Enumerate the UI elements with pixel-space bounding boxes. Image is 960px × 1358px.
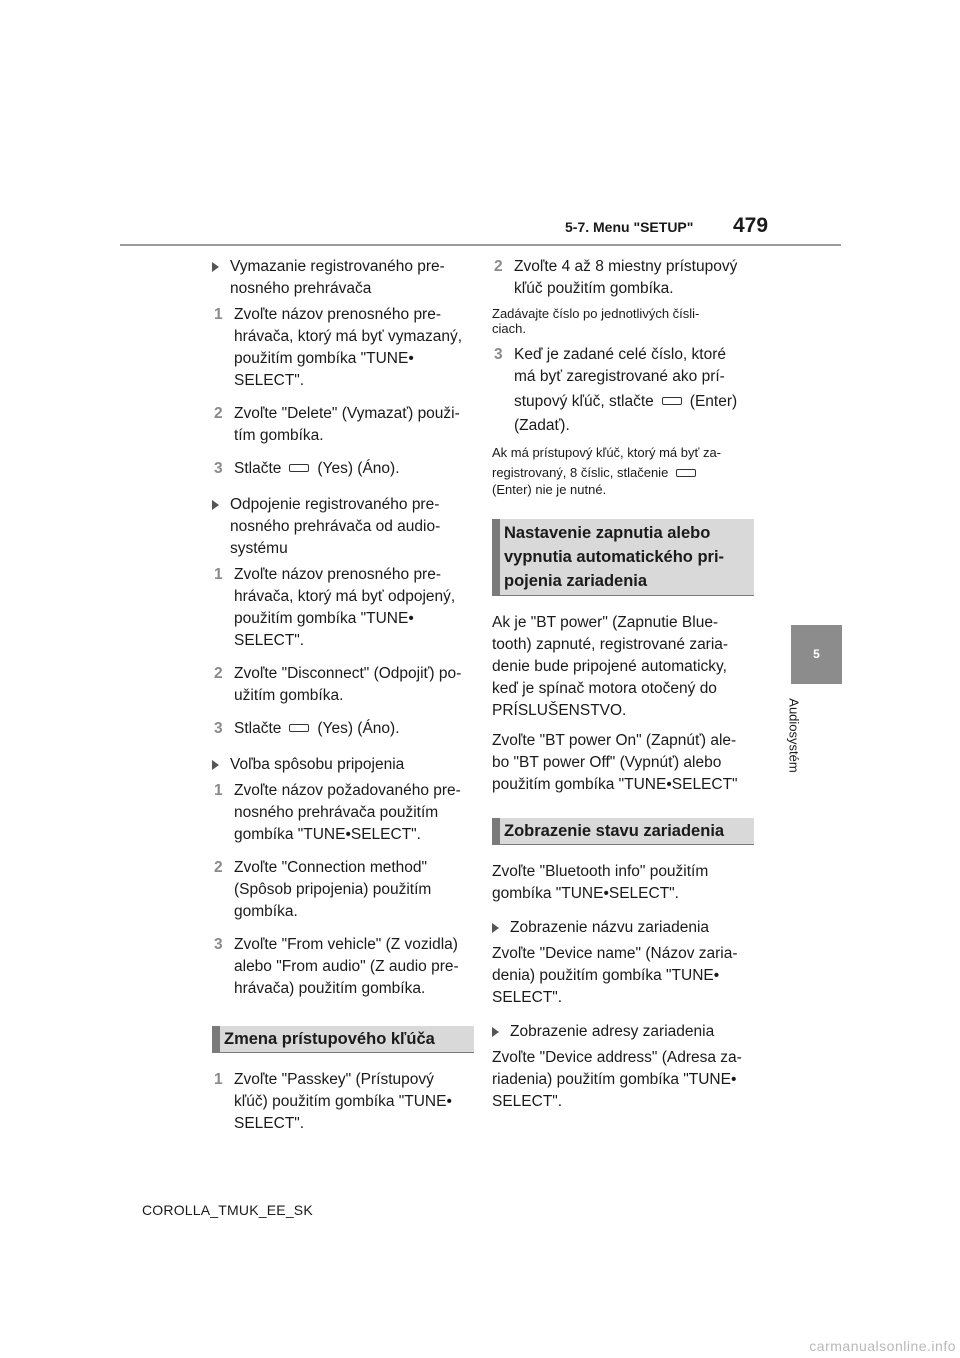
bullet-delete-player: Vymazanie registrovaného pre- nosného prehrávača: [212, 256, 474, 300]
button-icon: [662, 397, 682, 405]
paragraph: Zvoľte "Device address" (Adresa za- riadenia) použitím gombíka "TUNE• SELECT".: [492, 1049, 742, 1110]
left-column: [212, 256, 474, 1146]
step-2: 2 Zvoľte "Connection method" (Spôsob pripojenia) použitím gombíka.: [214, 859, 432, 920]
chapter-tab: 5: [791, 625, 842, 684]
section-heading-auto-connect: Nastavenie zapnutia alebo vypnutia automatického pri- pojenia zariadenia: [492, 519, 754, 596]
step-1: 1 Zvoľte názov požadovaného pre- nosného prehrávača použitím gombíka "TUNE•SELECT".: [214, 782, 461, 843]
step-2: 2 Zvoľte "Disconnect" (Odpojiť) po- užitím gombíka.: [214, 665, 462, 704]
paragraph: Zvoľte "BT power On" (Zapnúť) ale- bo "BT power Off" (Vypnúť) alebo použitím gombíka "TUNE•SELECT": [492, 732, 738, 793]
section-heading-passkey: Zmena prístupového kľúča: [212, 1026, 474, 1053]
button-icon: [676, 469, 696, 477]
triangle-bullet-icon: [212, 760, 219, 770]
note: Zadávajte číslo po jednotlivých čísli- ciach.: [492, 306, 700, 336]
bullet-device-name: Zobrazenie názvu zariadenia: [492, 917, 754, 939]
step-2: 2 Zvoľte 4 až 8 miestny prístupový kľúč použitím gombíka.: [494, 258, 738, 297]
button-icon: [289, 464, 309, 472]
watermark: carmanualsonline.info: [809, 1338, 956, 1354]
note: Ak má prístupový kľúč, ktorý má byť za- registrovaný, 8 číslic, stlačenie (Enter) nie je nutné.: [492, 445, 722, 497]
page-number: 479: [733, 214, 769, 237]
step-2: 2 Zvoľte "Delete" (Vymazať) použi- tím gombíka.: [214, 405, 460, 444]
header-divider: [120, 244, 841, 246]
button-icon: [289, 724, 309, 732]
step-1: 1 Zvoľte "Passkey" (Prístupový kľúč) použitím gombíka "TUNE• SELECT".: [214, 1071, 452, 1132]
triangle-bullet-icon: [492, 1027, 499, 1037]
bullet-connection-method: Voľba spôsobu pripojenia: [212, 754, 474, 776]
document-code: COROLLA_TMUK_EE_SK: [142, 1202, 313, 1218]
paragraph: Ak je "BT power" (Zapnutie Blue- tooth) zapnuté, registrované zaria- denie bude pripojené automaticky, keď je spínač motora otočený do PRÍSLUŠENSTVO.: [492, 614, 729, 719]
right-column: [492, 256, 754, 1121]
step-1: 1 Zvoľte názov prenosného pre- hrávača, ktorý má byť odpojený, použitím gombíka "TUNE• SELECT".: [214, 566, 456, 649]
bullet-disconnect-player: Odpojenie registrovaného pre- nosného prehrávača od audio- systému: [212, 494, 474, 560]
paragraph: Zvoľte "Bluetooth info" použitím gombíka "TUNE•SELECT".: [492, 863, 709, 902]
step-3: 3 Keď je zadané celé číslo, ktoré má byť zaregistrované ako prí- stupový kľúč, stlačte (Enter) (Zadať).: [494, 346, 738, 434]
bullet-device-address: Zobrazenie adresy zariadenia: [492, 1021, 754, 1043]
triangle-bullet-icon: [212, 262, 219, 272]
section-title: 5-7. Menu "SETUP": [565, 219, 694, 235]
paragraph: Zvoľte "Device name" (Názov zaria- denia) použitím gombíka "TUNE• SELECT".: [492, 945, 738, 1006]
step-3: 3 Zvoľte "From vehicle" (Z vozidla) alebo "From audio" (Z audio pre- hrávača) použitím gombíka.: [214, 936, 459, 997]
step-1: 1 Zvoľte názov prenosného pre- hrávača, ktorý má byť vymazaný, použitím gombíka "TUNE• SELECT".: [214, 306, 463, 389]
step-3: 3 Stlačte (Yes) (Áno).: [214, 460, 400, 477]
chapter-label: Audiosystém: [786, 698, 802, 773]
section-heading-device-status: Zobrazenie stavu zariadenia: [492, 818, 754, 845]
triangle-bullet-icon: [212, 500, 219, 510]
triangle-bullet-icon: [492, 923, 499, 933]
step-3: 3 Stlačte (Yes) (Áno).: [214, 720, 400, 737]
